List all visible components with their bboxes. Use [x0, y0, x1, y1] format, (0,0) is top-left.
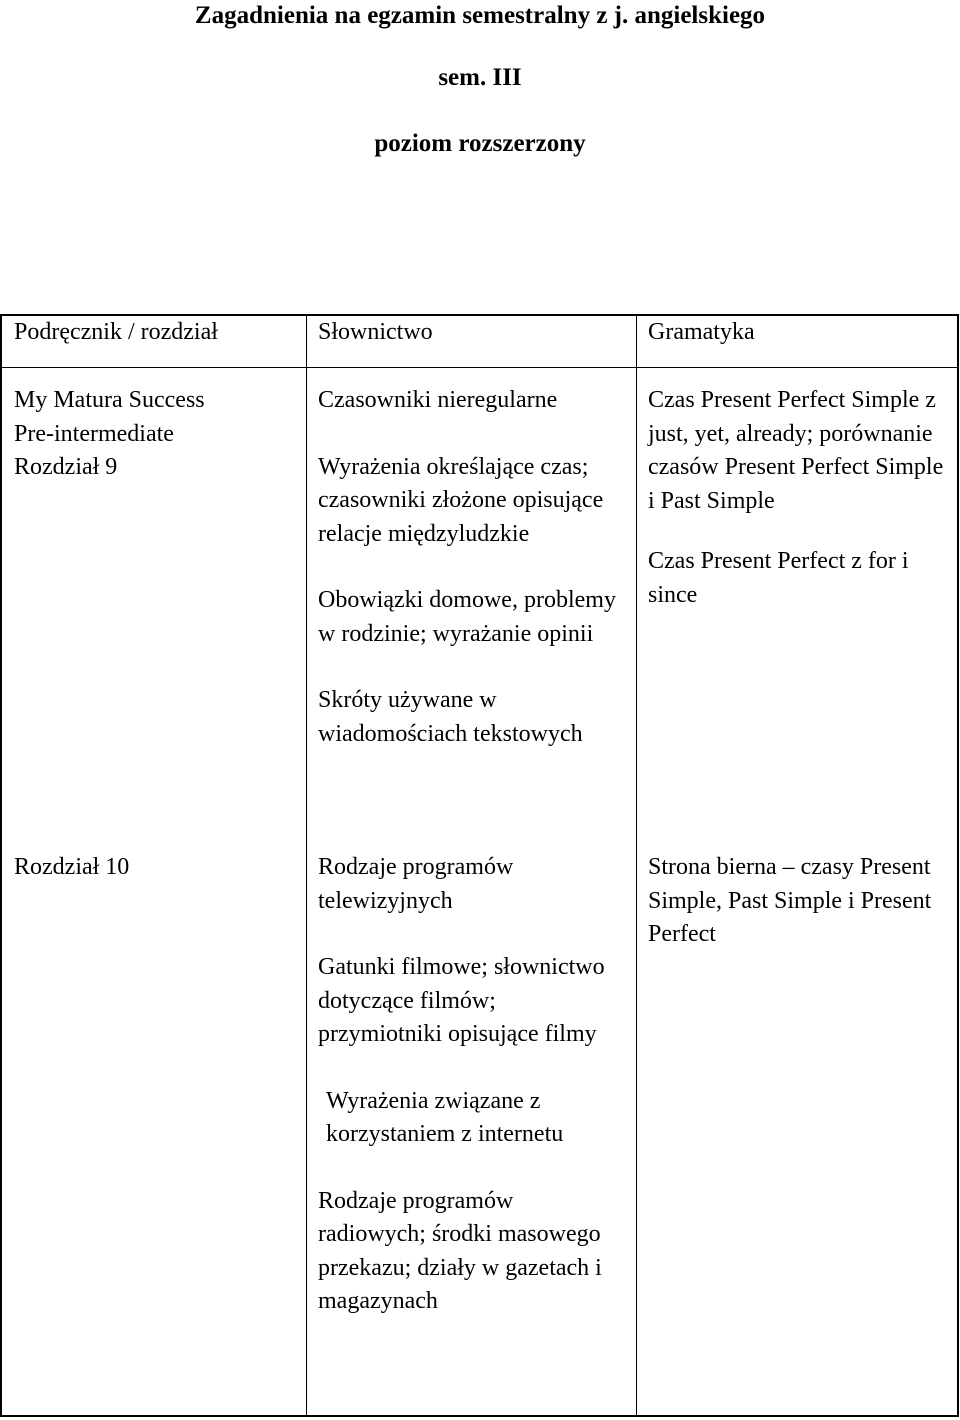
textbook-level: Pre-intermediate: [14, 420, 174, 447]
column-divider: [636, 316, 637, 1417]
grammar-item: Strona bierna – czasy Present Simple, Past Simple i Present Perfect: [648, 854, 932, 947]
row1-vocabulary-cell: [318, 384, 623, 751]
level-label: poziom rozszerzony: [374, 130, 586, 157]
textbook-title: My Matura Success: [14, 387, 205, 413]
vocab-item: Skróty używane w wiadomościach tekstowych: [318, 687, 583, 747]
header-grammar: Gramatyka: [648, 319, 755, 345]
column-divider: [306, 316, 307, 1417]
vocab-item: Rodzaje programów telewizyjnych: [318, 854, 514, 914]
header-vocabulary: Słownictwo: [318, 319, 433, 345]
vocab-item: Rodzaje programów radiowych; środki masowego przekazu; działy w gazetach i magazynach: [318, 1187, 602, 1314]
row2-vocabulary-cell: [318, 851, 623, 1319]
vocab-item: Obowiązki domowe, problemy w rodzinie; wyrażanie opinii: [318, 587, 616, 647]
grammar-item: Czas Present Perfect Simple z just, yet, already; porównanie czasów Present Perfect Simple i Past Simple: [648, 387, 944, 514]
row1-textbook-cell: [14, 384, 299, 485]
vocab-item: Wyrażenia związane z korzystaniem z internetu: [326, 1087, 564, 1147]
header-divider: [2, 367, 957, 368]
row2-textbook-cell: [14, 851, 299, 885]
chapter-label: Rozdział 9: [14, 454, 118, 480]
semester-label: sem. III: [438, 64, 522, 91]
row1-grammar-cell: [648, 384, 953, 612]
row2-grammar-cell: [648, 851, 953, 952]
grammar-item: Czas Present Perfect z for i since: [648, 548, 909, 608]
vocab-item: Gatunki filmowe; słownictwo dotyczące filmów; przymiotniki opisujące filmy: [318, 954, 605, 1047]
vocab-item: Wyrażenia określające czas; czasowniki złożone opisujące relacje międzyludzkie: [318, 453, 604, 547]
header-textbook-chapter: Podręcznik / rozdział: [14, 319, 218, 345]
document-title: Zagadnienia na egzamin semestralny z j. angielskiego: [194, 2, 766, 29]
vocab-item: Czasowniki nieregularne: [318, 387, 558, 413]
chapter-label: Rozdział 10: [14, 854, 130, 880]
